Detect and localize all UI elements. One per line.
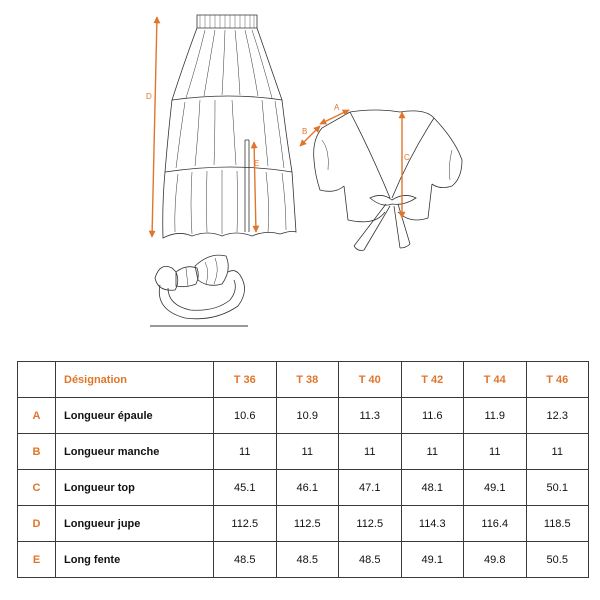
row-label: Longueur jupe [56,506,214,542]
size-header: T 40 [339,362,402,398]
row-label: Long fente [56,542,214,578]
cell-value: 112.5 [276,506,339,542]
dimension-c-label: C [404,153,410,162]
cell-value: 10.9 [276,398,339,434]
cell-value: 48.5 [214,542,277,578]
cell-value: 46.1 [276,470,339,506]
size-header: T 42 [401,362,464,398]
designation-header: Désignation [56,362,214,398]
cell-value: 12.3 [526,398,589,434]
table-row [18,542,589,578]
row-letter: D [18,506,56,542]
row-letter: A [18,398,56,434]
table-row [18,506,589,542]
headband-drawing [155,255,245,319]
dimension-a-label: A [334,103,340,112]
size-header: T 46 [526,362,589,398]
cell-value: 50.5 [526,542,589,578]
row-label: Longueur épaule [56,398,214,434]
size-header: T 44 [464,362,527,398]
dimension-d-label: D [146,92,152,101]
cell-value: 11.6 [401,398,464,434]
size-chart-table [17,361,589,578]
cell-value: 118.5 [526,506,589,542]
cell-value: 49.8 [464,542,527,578]
cell-value: 11 [339,434,402,470]
row-letter: B [18,434,56,470]
cell-value: 116.4 [464,506,527,542]
top-drawing [314,110,462,251]
cell-value: 11.3 [339,398,402,434]
cell-value: 48.1 [401,470,464,506]
cell-value: 114.3 [401,506,464,542]
cell-value: 11 [214,434,277,470]
cell-value: 11 [526,434,589,470]
cell-value: 48.5 [339,542,402,578]
cell-value: 50.1 [526,470,589,506]
cell-value: 112.5 [214,506,277,542]
table-row [18,470,589,506]
row-label: Longueur manche [56,434,214,470]
table-row [18,398,589,434]
cell-value: 11 [464,434,527,470]
cell-value: 48.5 [276,542,339,578]
cell-value: 11 [276,434,339,470]
cell-value: 47.1 [339,470,402,506]
cell-value: 112.5 [339,506,402,542]
header-blank-cell [18,362,56,398]
size-header: T 36 [214,362,277,398]
dimension-b-label: B [302,127,308,136]
size-header: T 38 [276,362,339,398]
cell-value: 49.1 [401,542,464,578]
cell-value: 49.1 [464,470,527,506]
row-letter: E [18,542,56,578]
dimension-e-label: E [254,159,260,168]
cell-value: 11.9 [464,398,527,434]
skirt-drawing [163,15,296,238]
cell-value: 45.1 [214,470,277,506]
cell-value: 11 [401,434,464,470]
table-header-row [18,362,589,398]
cell-value: 10.6 [214,398,277,434]
table-row [18,434,589,470]
row-label: Longueur top [56,470,214,506]
row-letter: C [18,470,56,506]
